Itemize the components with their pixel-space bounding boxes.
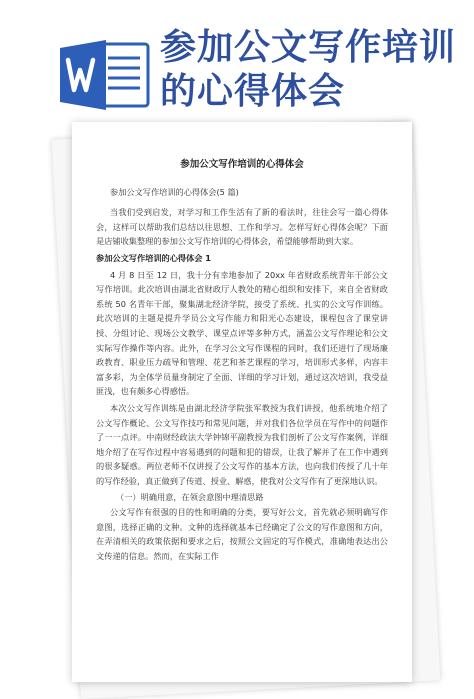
word-icon <box>56 38 152 112</box>
banner-title-line2: 的心得体会 <box>160 71 346 112</box>
body-paragraph-3: 公文写作有很强的目的性和明确的分类，要写好公文，首先就必须明确写作意图，选择正确的文种。文种的选择就基本已经确定了公文的写作意图和方向，在弄清相关的政策依据和要求之后，按照公文固定的写作模式，准确地表达出公文传递的信息。然而，在实际工作 <box>96 507 388 561</box>
banner-title <box>160 26 456 114</box>
document-title: 参加公文写作培训的心得体会 <box>180 159 304 170</box>
banner-title-line1: 参加公文写作培训 <box>160 27 457 68</box>
intro-paragraph: 当我们受到启发，对学习和工作生活有了新的看法时，往往会写一篇心得体会，这样可以帮助我们总结以往思想、工作和学习。怎样写好心得体会呢？下面是店铺收集整理的参加公文写作培训的心得体会，希望能够帮助到大家。 <box>96 207 388 247</box>
body-paragraph-1: 4 月 8 日至 12 日，我十分有幸地参加了 20xx 年省财政系统青年干部公文写作培训。此次培训由湖北省财政厅人教处的精心组织和安排下，来自全省财政系统 50 名青年干部，聚集湖北经济学院，接受了系统、扎实的公文写作训练。此次培训的主题是提升学员公文写作能力和阳光心态建设，课程包含了课堂讲授、分组讨论、现场公文教学、课堂点评等多种方式，涵盖公文写作理论和公文实际写作操作等内容。此外，在学习公文写作课程的同时，我们还进行了现场廉政教育、职业压力疏导和管理、花艺和茶艺课程的学习，培训形式多样，内容丰富多彩，为全体学员量身制定了全面、详细的学习计划，通过这次培训，我受益匪浅，也有颇多心得感悟。 <box>96 269 388 397</box>
sub-heading: （一）明确用意，在领会意图中理清思路 <box>116 492 264 503</box>
section-heading: 参加公文写作培训的心得体会 1 <box>96 252 211 263</box>
body-paragraph-2: 本次公文写作训练是由湖北经济学院张军教授为我们讲授，他系统地介绍了公文写作概论、公文写作技巧和常见问题，并对我们各位学员在写作中的问题作了一一点评。中南财经政法大学钟锦平副教授为我们剖析了公文写作案例，详细地介绍了在写作过程中容易遇到的问题和犯的错误，让我了解并了在工作中遇到的很多疑惑。两位老师不仅讲授了公文写作的基本方法，也向我们传授了几十年的写作经验，真正做到了传道、授业、解惑，使我对公文写作有了更深地认识。 <box>96 402 388 486</box>
document-page <box>72 122 412 682</box>
document-subtitle: 参加公文写作培训的心得体会(5 篇) <box>110 186 239 197</box>
